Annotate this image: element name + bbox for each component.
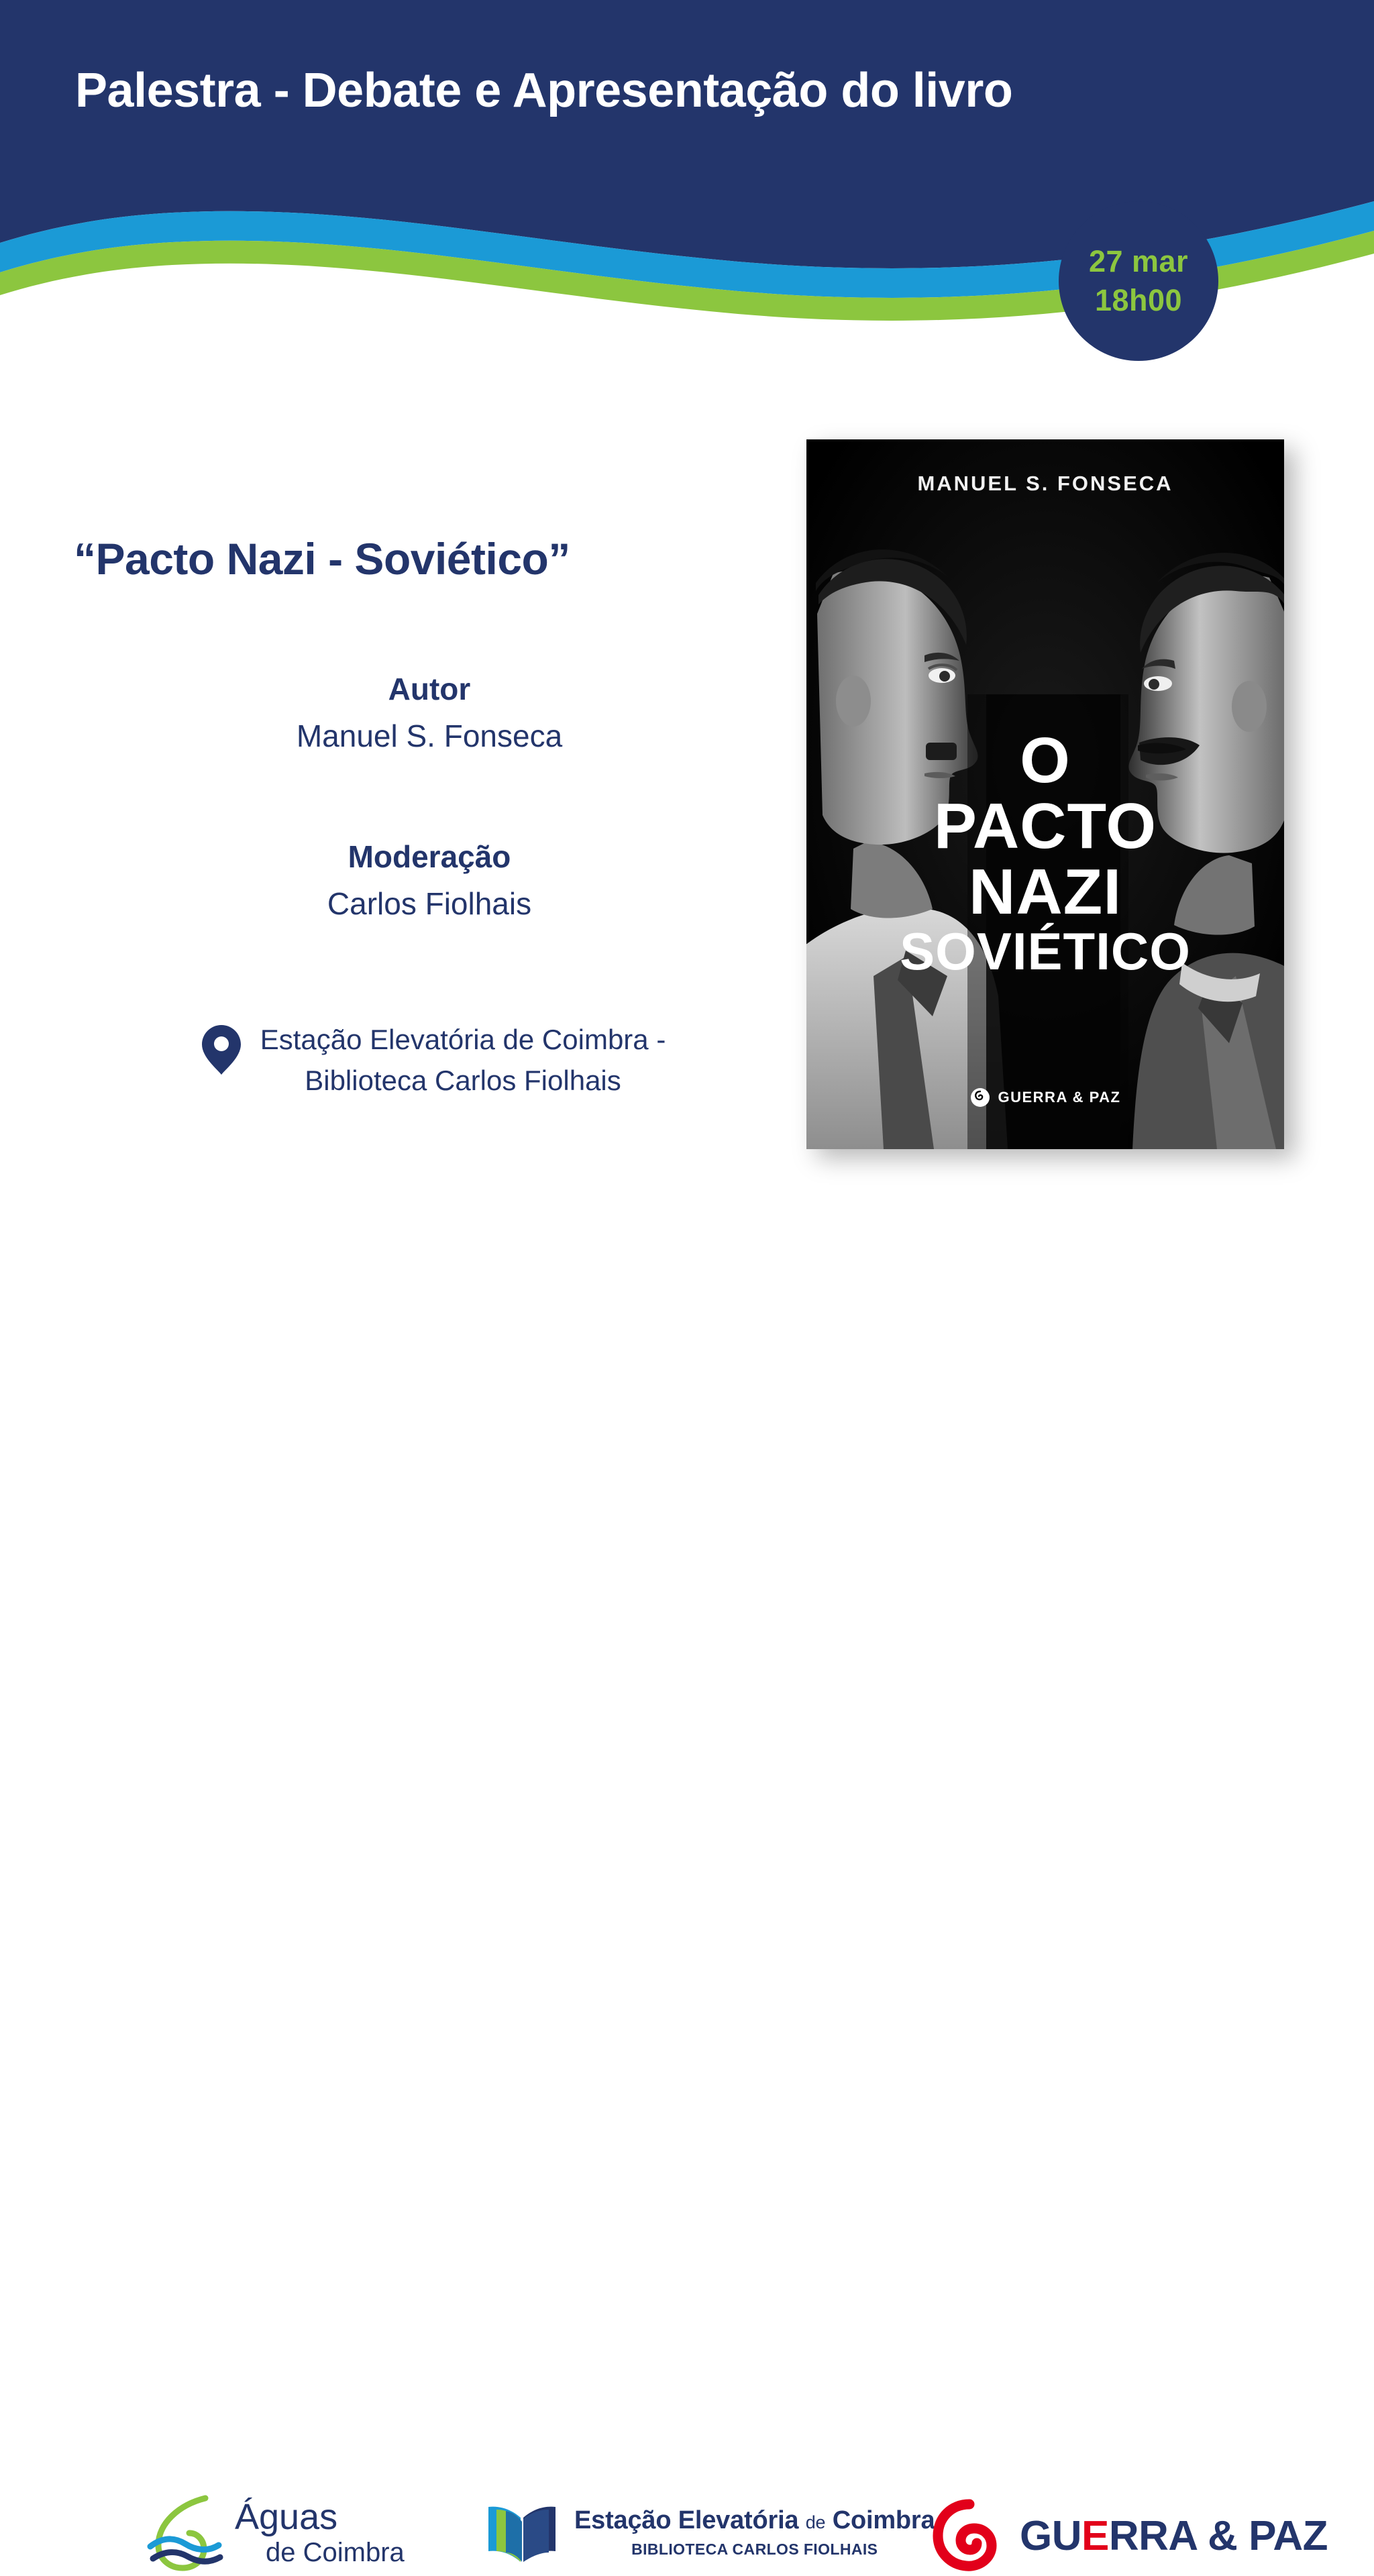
aguas-de-coimbra-text: [235, 2499, 405, 2566]
cover-author-name: MANUEL S. FONSECA: [917, 472, 1173, 495]
estacao-elevatoria-logo: [482, 2492, 935, 2573]
estacao-line-1-a: Estação Elevatória: [574, 2506, 799, 2534]
book-title: “Pacto Nazi - Soviético”: [74, 534, 570, 584]
cover-title: [806, 724, 1284, 981]
author-name: Manuel S. Fonseca: [296, 718, 563, 753]
gp-text-c: RRA & PAZ: [1108, 2512, 1328, 2559]
cover-publisher: [806, 1087, 1284, 1108]
cover-publisher-label: GUERRA & PAZ: [998, 1089, 1121, 1106]
open-book-icon: [482, 2492, 562, 2573]
venue-text: [260, 1020, 666, 1102]
aguas-line-1: Águas: [235, 2497, 338, 2537]
gp-text-b: E: [1081, 2512, 1109, 2559]
location-pin-icon: [200, 1024, 243, 1082]
venue-line-1: Estação Elevatória de Coimbra -: [260, 1024, 666, 1055]
moderation-role-label: Moderação: [348, 839, 511, 874]
date-badge: [1059, 201, 1218, 361]
gp-text-a: GU: [1020, 2512, 1081, 2559]
footer-logos: [0, 1228, 1374, 2567]
cover-title-line-1: O: [1020, 724, 1071, 796]
moderation-block: [74, 839, 785, 922]
badge-date: 27 mar: [1088, 244, 1189, 279]
book-cover-image: [806, 439, 1284, 1149]
guerra-e-paz-spiral-icon: [933, 2499, 1006, 2573]
estacao-line-1-b: de: [805, 2512, 826, 2532]
page-title: Palestra - Debate e Apresentação do livro: [75, 64, 1013, 117]
badge-time: 18h00: [1094, 283, 1183, 317]
guerra-e-paz-text: [1020, 2512, 1328, 2560]
cover-title-line-2: PACTO: [933, 790, 1157, 862]
guerra-e-paz-mark-icon: [970, 1087, 990, 1108]
moderation-name: Carlos Fiolhais: [327, 886, 532, 921]
aguas-de-coimbra-mark-icon: [141, 2489, 228, 2576]
cover-title-line-3: NAZI: [969, 855, 1122, 928]
venue-line-2: Biblioteca Carlos Fiolhais: [305, 1064, 621, 1096]
cover-title-line-4: SOVIÉTICO: [900, 921, 1191, 981]
venue-block: [74, 1020, 792, 1102]
estacao-line-1: [574, 2506, 935, 2535]
estacao-line-2: BIBLIOTECA CARLOS FIOLHAIS: [631, 2540, 878, 2558]
aguas-line-2: de Coimbra: [266, 2538, 405, 2567]
author-role-label: Autor: [388, 672, 471, 706]
guerra-e-paz-logo: [933, 2499, 1328, 2573]
author-block: [74, 671, 785, 754]
estacao-elevatoria-text: [574, 2506, 935, 2559]
estacao-line-1-c: Coimbra: [832, 2506, 935, 2534]
aguas-de-coimbra-logo: [141, 2489, 405, 2576]
